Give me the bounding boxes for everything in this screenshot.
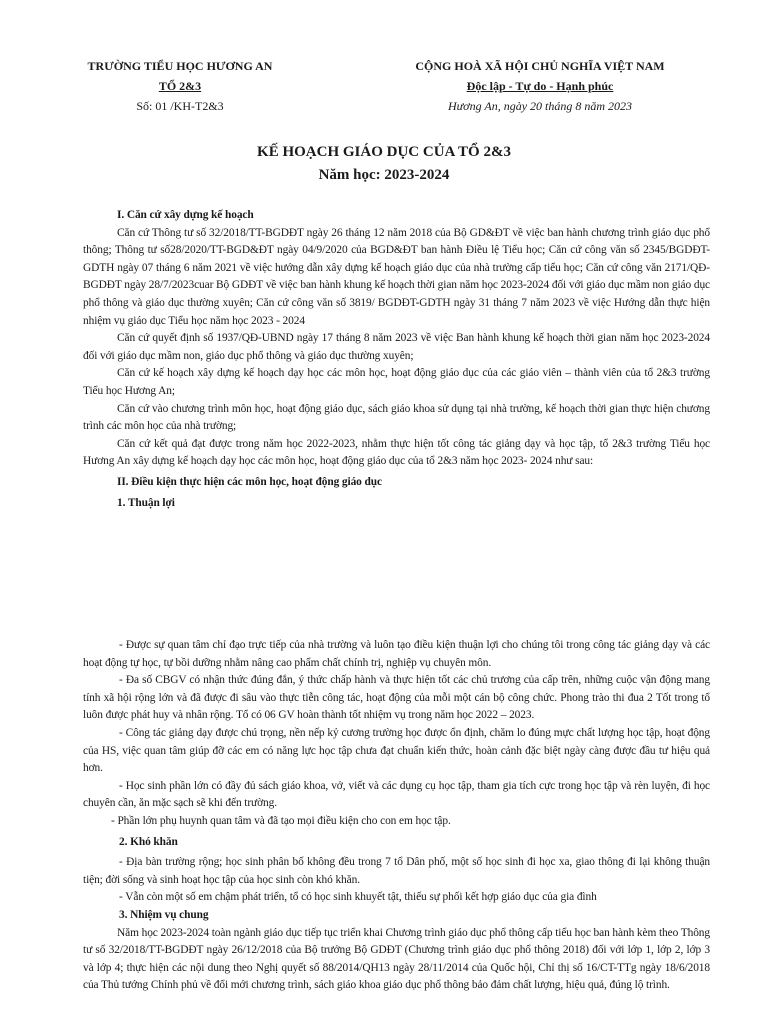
nation-name: CỘNG HOÀ XÃ HỘI CHỦ NGHĨA VIỆT NAM [415, 59, 665, 73]
advantage-1: - Được sự quan tâm chỉ đạo trực tiếp của nhà trường và luôn tạo điều kiện thuận lợi cho chúng tôi trong công tác giảng dạy và các hoạt động tự học, tự bồi dưỡng nhằm nâng cao phẩm chất chính trị, nghiệp vụ chuyên môn. [83, 639, 710, 669]
header-right [395, 56, 685, 116]
difficulty-1: - Địa bàn trường rộng; học sinh phân bố không đều trong 7 tổ Dân phố, một số học sinh đi học xa, giao thông đi lại không thuận tiện; đời sống và sinh hoạt học tập của học sinh còn khó khăn. [83, 856, 710, 886]
subsection-difficulties-heading: 2. Khó khăn [119, 835, 178, 848]
document-title: KẾ HOẠCH GIÁO DỤC CỦA TỔ 2&3 [257, 144, 511, 160]
section-2-heading: II. Điều kiện thực hiện các môn học, hoạt động giáo dục [117, 475, 382, 488]
group-name-wrap [60, 76, 300, 96]
task-paragraph-1: Năm học 2023-2024 toàn ngành giáo dục tiếp tục triển khai Chương trình giáo dục phổ thông cấp tiểu học ban hành kèm theo Thông tư số 32/2018/TT-BGDĐT ngày 26/12/2018 của Bộ trưởng Bộ GDĐT (Chương trình giáo dục phổ thông 2018) đối với lớp 1, lớp 2, lớp 3 và lớp 4; thực hiện các nội dung theo Nghị quyết số 88/2014/QH13 ngày 28/11/2014 của Quốc hội, Chỉ thị số 16/CT-TTg ngày 18/6/2018 của Thủ tướng Chính phủ về đổi mới chương trình, sách giáo khoa giáo dục phổ thông bảo đảm chất lượng, hiệu quả, đúng lộ trình. [83, 926, 710, 992]
school-year: Năm học: 2023-2024 [318, 167, 450, 183]
blank-space [83, 512, 710, 637]
place-date: Hương An, ngày 20 tháng 8 năm 2023 [447, 99, 633, 113]
difficulty-2: - Vẫn còn một số em chậm phát triển, tổ có học sinh khuyết tật, thiếu sự phối kết hợp giáo dục của gia đình [119, 891, 597, 904]
section-1-paragraph-1: Căn cứ Thông tư số 32/2018/TT-BGDĐT ngày 26 tháng 12 năm 2018 của Bộ GD&ĐT về việc ban hành chương trình giáo dục phổ thông; Thông tư số28/2020/TT-BGD&ĐT ngày 04/9/2020 của BGD&ĐT ban hành Điều lệ Tiểu học; Căn cứ công văn số 2345/BGDĐT-GDTH ngày 07 tháng 6 năm 2021 về việc hướng dẫn xây dựng kế hoạch giáo dục của nhà trường cấp tiểu học; Căn cứ công văn 2171/QĐ-BGDĐT ngày 28/7/2023cuar Bộ GDĐT về việc ban hành khung kế hoạch thời gian năm học 2023-2024 đối với giáo dục mầm non giáo dục phổ thông và giáo dục thường xuyên; Căn cứ công văn số 3819/ BGDĐT-GDTH ngày 31 tháng 7 năm 2023 về việc Hướng dẫn thực hiện nhiệm vụ giáo dục Tiểu học năm học 2023 - 2024 [83, 226, 710, 327]
section-1-paragraph-3: Căn cứ kế hoạch xây dựng kế hoạch dạy học các môn học, hoạt động giáo dục của các giáo viên – thành viên của tổ 2&3 trường Tiểu học Hương An; [83, 367, 710, 397]
advantage-2: - Đa số CBGV có nhận thức đúng đắn, ý thức chấp hành và thực hiện tốt các chủ trương của cấp trên, những cuộc vận động mang tính xã hội rộng lớn và đã được đi sâu vào thực tiễn công tác, hoạt động của mỗi một cán bộ công chức. Phong trào thi đua 2 Tốt trong tổ luôn được phát huy và nhân rộng. Tổ có 06 GV hoàn thành tốt nhiệm vụ trong năm học 2022 – 2023. [83, 674, 710, 722]
school-name: TRƯỜNG TIỂU HỌC HƯƠNG AN [87, 59, 273, 73]
section-1-paragraph-5: Căn cứ kết quả đạt được trong năm học 2022-2023, nhằm thực hiện tốt công tác giảng dạy và học tập, tổ 2&3 trường Tiểu học Hương An xây dựng kế hoạch dạy học các môn học, hoạt động giáo dục của tổ 2&3 năm học 2023- 2024 như sau: [83, 437, 710, 468]
advantage-5: - Phần lớn phụ huynh quan tâm và đã tạo mọi điều kiện cho con em học tập. [111, 815, 451, 828]
subsection-advantages-heading: 1. Thuận lợi [117, 496, 175, 509]
group-name: TỔ 2&3 [158, 79, 202, 93]
header-left [60, 56, 300, 116]
section-1-heading: I. Căn cứ xây dựng kế hoạch [117, 209, 254, 221]
subsection-tasks-heading: 3. Nhiệm vụ chung [119, 909, 209, 921]
section-1-paragraph-4: Căn cứ vào chương trình môn học, hoạt động giáo dục, sách giáo khoa sử dụng tại nhà trường, kế hoạch thời gian thực hiện chương trình các môn học của nhà trường; [83, 402, 710, 433]
section-1-paragraph-2: Căn cứ quyết định số 1937/QĐ-UBND ngày 17 tháng 8 năm 2023 về việc Ban hành khung kế hoạch thời gian năm học 2023-2024 đối với giáo dục mầm non, giáo dục phổ thông và giáo dục thường xuyên; [83, 332, 710, 362]
advantage-3: - Công tác giảng dạy được chú trọng, nền nếp kỷ cương trường học được ổn định, chăm lo đúng mực chất lượng học tập, hoạt động của HS, việc quan tâm giúp đỡ các em có năng lực học tập chưa đạt chuẩn kiến thức, hoàn cảnh đặc biệt ngày càng được đầu tư hiệu quả hơn. [83, 727, 710, 775]
document-body [83, 207, 710, 995]
motto: Độc lập - Tự do - Hạnh phúc [466, 79, 614, 93]
document-number: Số: 01 /KH-T2&3 [136, 99, 224, 113]
motto-wrap [395, 76, 685, 96]
advantage-4: - Học sinh phần lớn có đầy đủ sách giáo khoa, vở, viết và các dụng cụ học tập, tham gia tích cực trong học tập và rèn luyện, đi học chuyên cần, ăn mặc sạch sẽ khi đến trường. [83, 779, 710, 810]
